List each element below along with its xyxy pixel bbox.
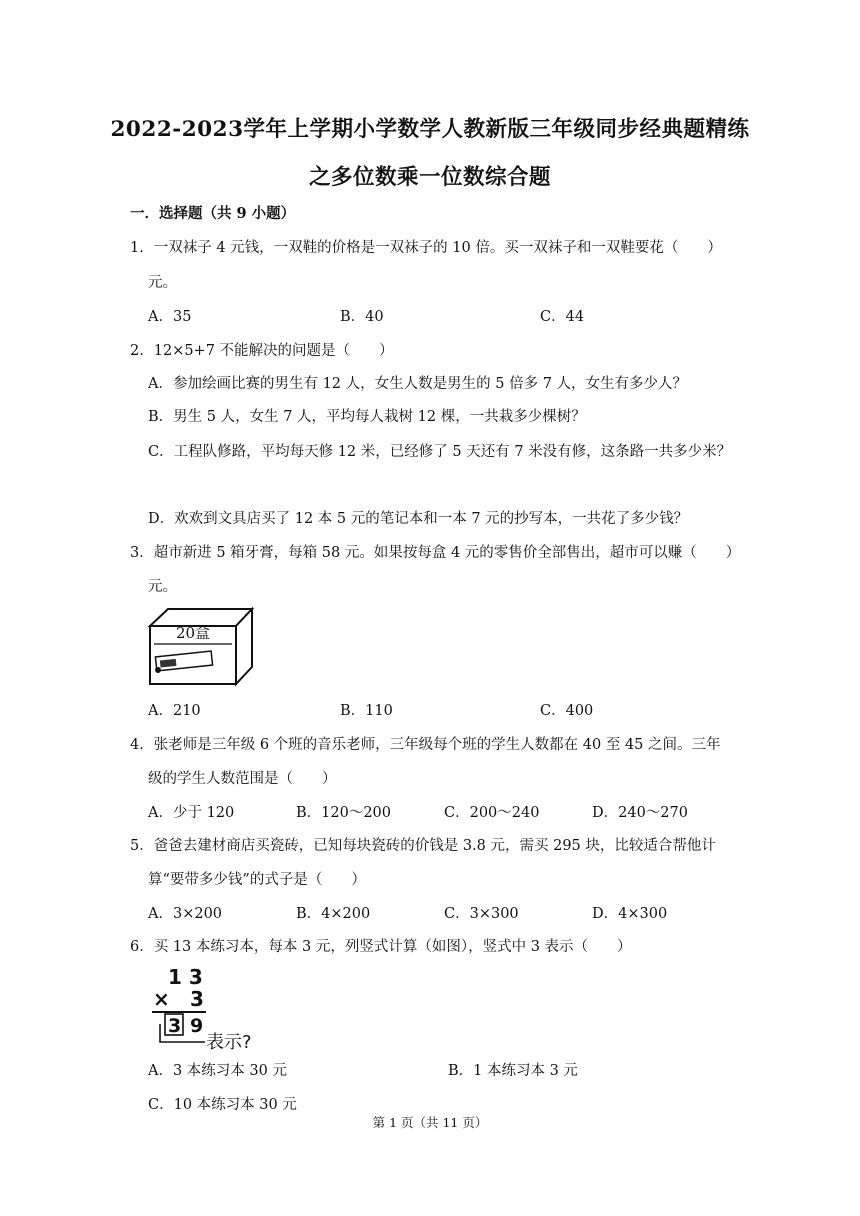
- question-5-text-cont: 算“要带多少钱”的式子是（ ）: [148, 872, 366, 888]
- question-2-option-d: D．欢欢到文具店买了 12 本 5 元的笔记本和一本 7 元的抄写本，一共花了多少钱？: [148, 511, 689, 527]
- question-3-option-c: C．400: [540, 703, 594, 719]
- times-sign: ×: [153, 987, 170, 1011]
- multiplier: 3: [190, 987, 204, 1011]
- question-1-option-b: B．40: [340, 309, 384, 325]
- question-5-option-d: D．4×300: [592, 906, 668, 922]
- question-1-text: 1．一双袜子 4 元钱，一双鞋的价格是一双袜子的 10 倍。买一双袜子和一双鞋要花（ ）: [130, 240, 722, 256]
- question-5-text: 5．爸爸去建材商店买瓷砖，已知每块瓷砖的价钱是 3.8 元，需买 295 块，比较适合帮他计: [130, 838, 716, 854]
- question-6-text: 6．买 13 本练习本，每本 3 元，列竖式计算（如图），竖式中 3 表示（ ）: [130, 939, 632, 955]
- boxed-digit: 3: [168, 1015, 182, 1037]
- question-6-option-c: C．10 本练习本 30 元: [148, 1097, 297, 1113]
- question-4-option-d: D．240～270: [592, 805, 688, 821]
- question-2-option-c: C．工程队修路，平均每天修 12 米，已经修了 5 天还有 7 米没有修，这条路一共多少米？: [148, 444, 732, 460]
- question-6-option-b: B．1 本练习本 3 元: [448, 1063, 578, 1079]
- page-title-line2: 之多位数乘一位数综合题: [308, 165, 551, 190]
- page-footer: 第 1 页（共 11 页）: [372, 1115, 488, 1130]
- question-3-text: 3．超市新进 5 箱牙膏，每箱 58 元。如果按每盒 4 元的零售价全部售出，超市可以赚（ ）: [130, 545, 741, 561]
- question-4-option-b: B．120～200: [296, 805, 392, 821]
- question-6-option-a: A．3 本练习本 30 元: [148, 1063, 287, 1079]
- page-title-line1: 2022-2023学年上学期小学数学人教新版三年级同步经典题精练: [110, 117, 750, 142]
- question-5-option-b: B．4×200: [296, 906, 371, 922]
- question-3-option-b: B．110: [340, 703, 393, 719]
- question-5-option-c: C．3×300: [444, 906, 519, 922]
- question-3-text-cont: 元。: [148, 579, 177, 595]
- question-3-option-a: A．210: [148, 703, 201, 719]
- question-4-text-cont: 级的学生人数范围是（ ）: [148, 771, 337, 787]
- question-2-option-a: A．参加绘画比赛的男生有 12 人，女生人数是男生的 5 倍多 7 人，女生有多少人？: [148, 376, 688, 392]
- box-label: 20盒: [175, 624, 211, 642]
- question-4-option-a: A．少于 120: [148, 805, 235, 821]
- question-1-option-a: A．35: [148, 309, 192, 325]
- product-digit: 9: [190, 1015, 204, 1037]
- question-5-option-a: A．3×200: [148, 906, 223, 922]
- question-2-text: 2．12×5+7 不能解决的问题是（ ）: [130, 343, 394, 359]
- callout-note: 表示?: [206, 1032, 252, 1050]
- multiplicand: 1 3: [168, 965, 203, 989]
- question-2-option-b: B．男生 5 人，女生 7 人，平均每人栽树 12 棵，一共栽多少棵树？: [148, 409, 586, 425]
- toothpaste-box-figure: [146, 604, 256, 688]
- question-1-option-c: C．44: [540, 309, 585, 325]
- question-4-text: 4．张老师是三年级 6 个班的音乐老师，三年级每个班的学生人数都在 40 至 45 之间。三年: [130, 737, 721, 753]
- vertical-multiplication-figure: [150, 962, 280, 1050]
- section-heading: 一．选择题（共 9 小题）: [130, 205, 296, 222]
- question-1-text-cont: 元。: [148, 275, 177, 291]
- question-4-option-c: C．200～240: [444, 805, 540, 821]
